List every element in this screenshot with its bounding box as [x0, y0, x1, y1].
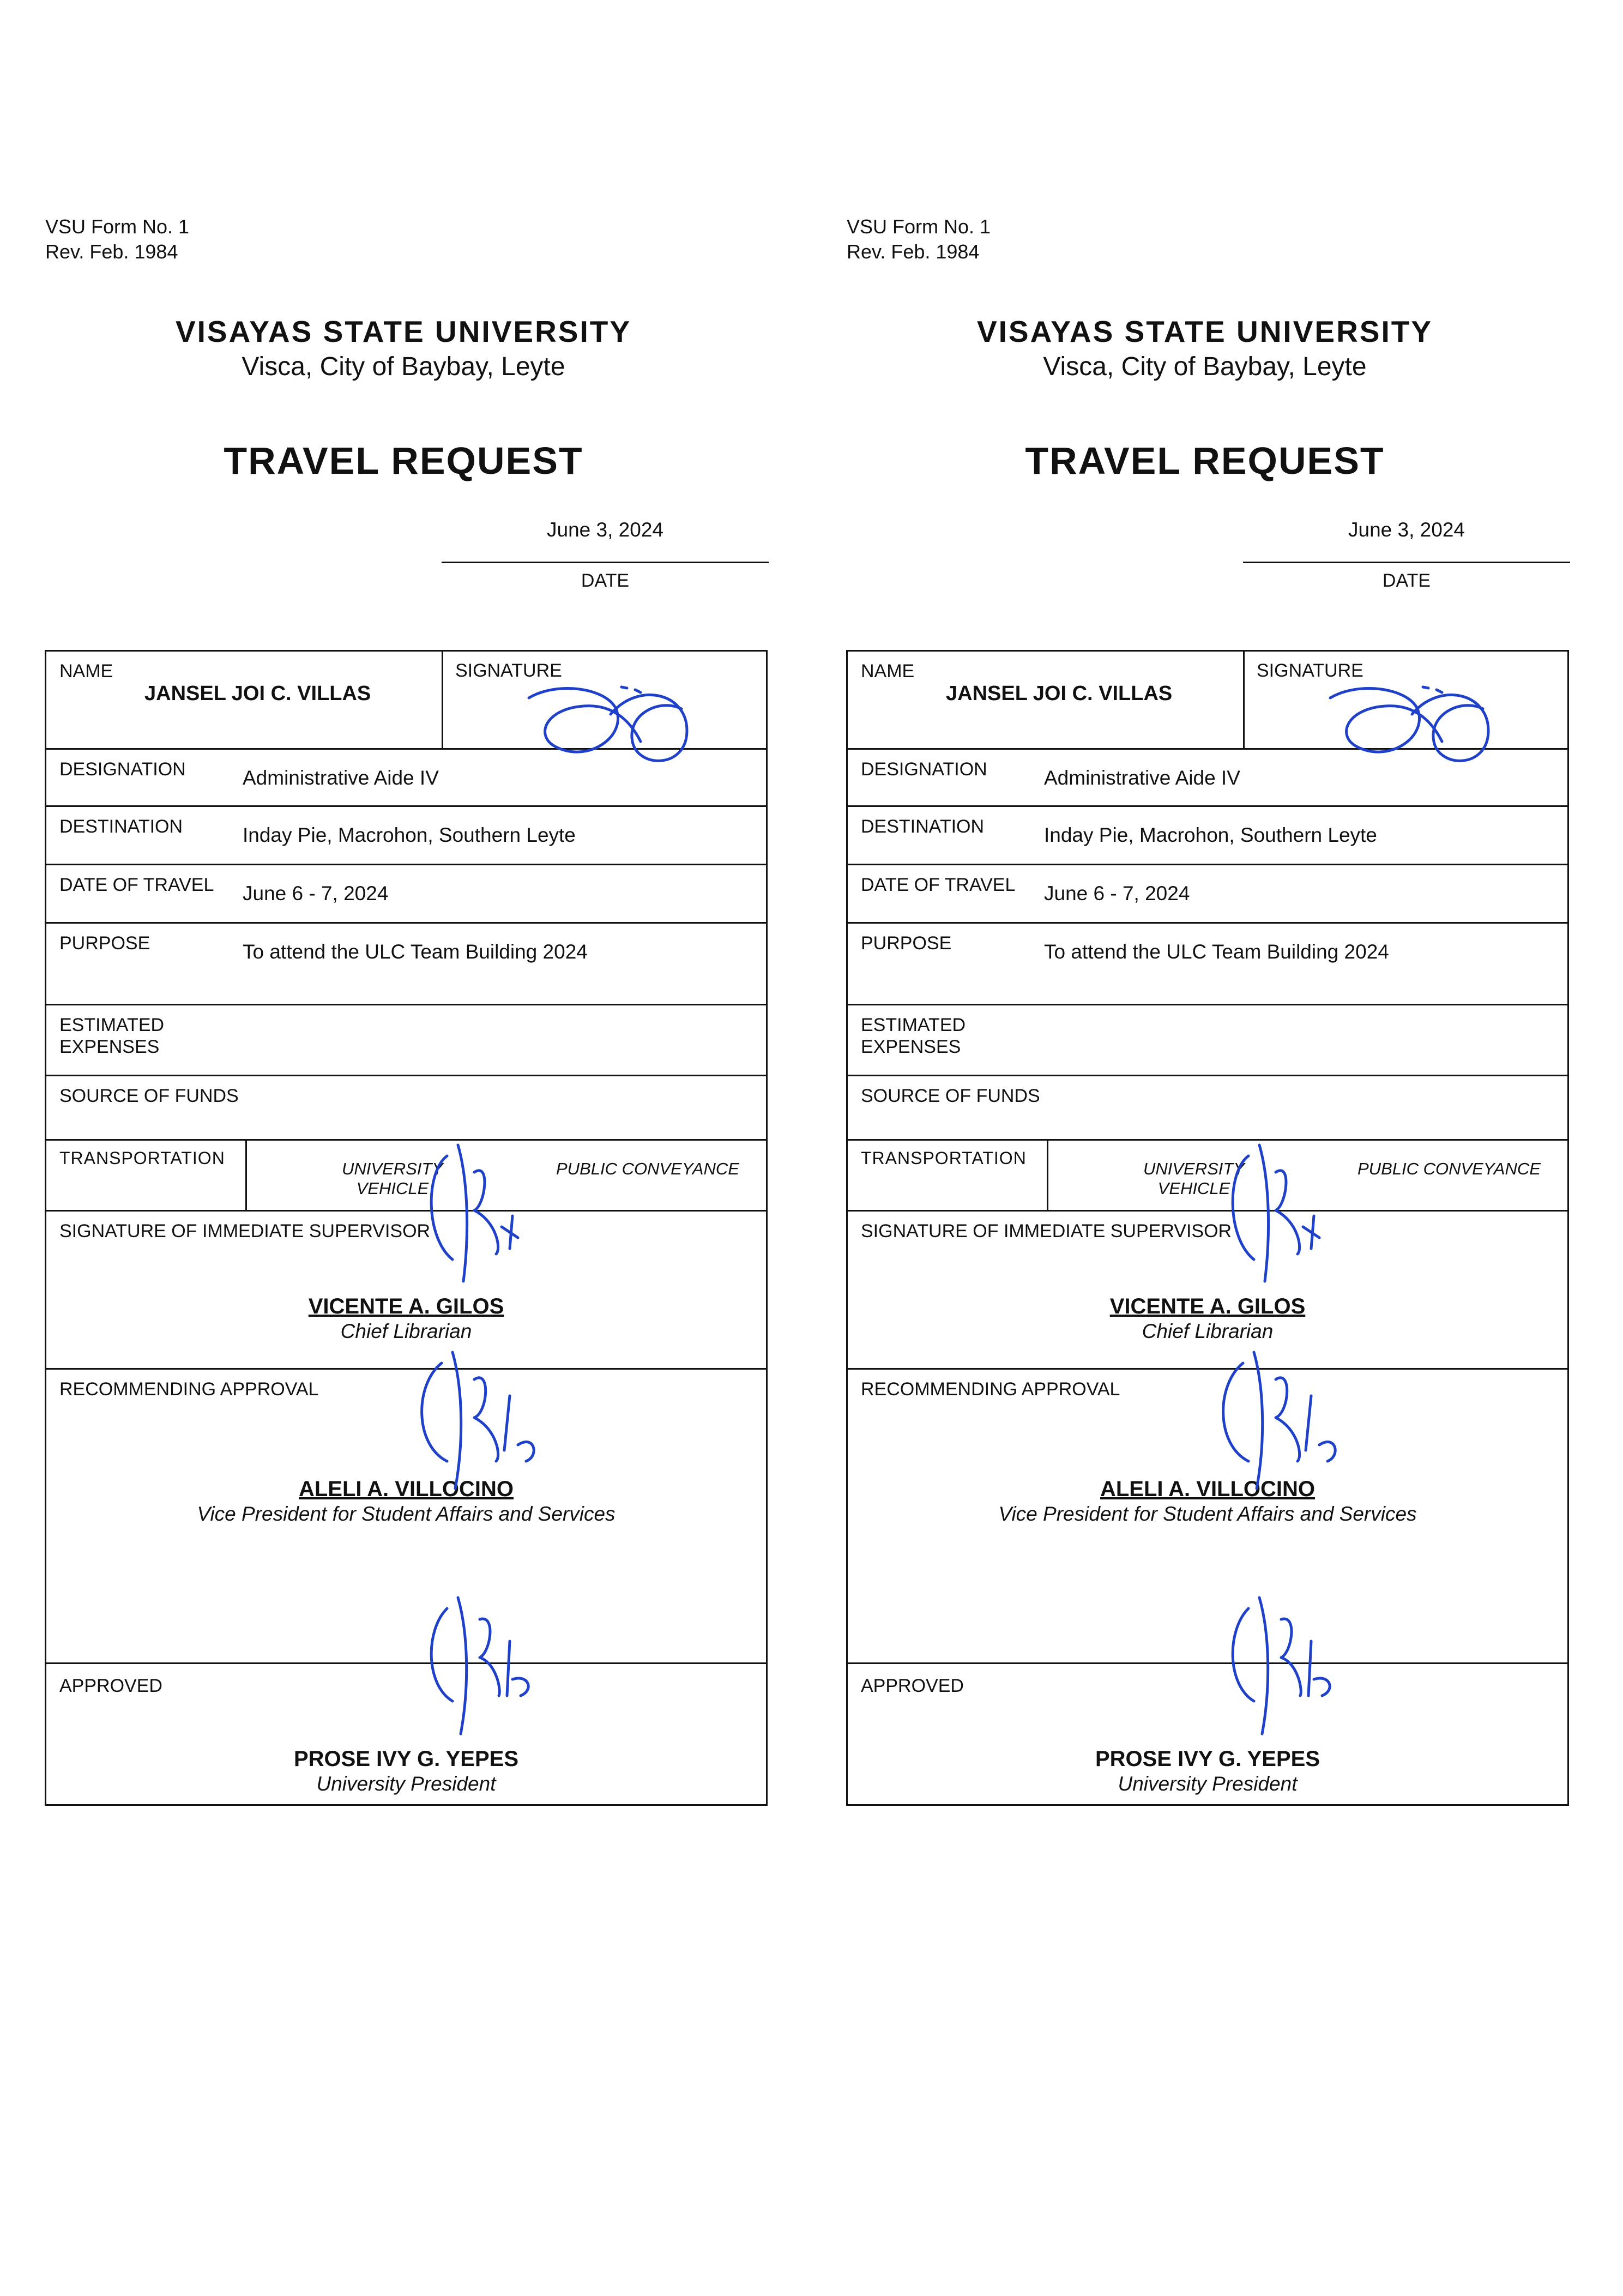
purpose-label: PURPOSE	[59, 933, 150, 954]
row-transportation	[46, 1141, 766, 1212]
destination-label: DESTINATION	[59, 816, 183, 837]
recommending-name: ALELI A. VILLOCINO	[1100, 1477, 1316, 1501]
recommending-title: Vice President for Student Affairs and Services	[998, 1503, 1417, 1525]
supervisor-title: Chief Librarian	[340, 1320, 472, 1342]
transport-option-university-vehicle	[1131, 1159, 1257, 1198]
transportation-divider	[1047, 1141, 1048, 1210]
name-label: NAME	[59, 661, 113, 682]
transportation-divider	[245, 1141, 247, 1210]
approved-label: APPROVED	[59, 1676, 162, 1696]
transportation-label: TRANSPORTATION	[59, 1148, 225, 1168]
row-purpose	[848, 924, 1567, 1005]
date-label: DATE	[1382, 570, 1431, 591]
transportation-label: TRANSPORTATION	[861, 1148, 1027, 1168]
supervisor-label: SIGNATURE OF IMMEDIATE SUPERVISOR	[861, 1221, 1232, 1242]
row-estimated-expenses	[848, 1005, 1567, 1076]
estimated-expenses-label	[861, 1014, 966, 1058]
approved-name: PROSE IVY G. YEPES	[293, 1747, 519, 1771]
destination-value: Inday Pie, Macrohon, Southern Leyte	[243, 824, 576, 846]
approved-block	[46, 1746, 766, 1796]
signature-label: SIGNATURE	[455, 660, 562, 681]
transport-option-public-conveyance: PUBLIC CONVEYANCE	[1357, 1159, 1541, 1178]
transport-option-1a: UNIVERSITY	[1143, 1159, 1245, 1178]
form-revision: Rev. Feb. 1984	[45, 240, 178, 263]
row-name	[46, 652, 766, 750]
university-address: Visca, City of Baybay, Leyte	[1043, 352, 1367, 381]
travel-date-label: DATE OF TRAVEL	[59, 875, 214, 895]
form-number: VSU Form No. 1	[45, 215, 190, 238]
recommending-label: RECOMMENDING APPROVAL	[861, 1379, 1120, 1400]
transport-option-public-conveyance: PUBLIC CONVEYANCE	[556, 1159, 739, 1178]
row-recommending-approval	[46, 1370, 766, 1664]
row-supervisor	[848, 1212, 1567, 1370]
purpose-label: PURPOSE	[861, 933, 952, 954]
transport-option-university-vehicle	[330, 1159, 455, 1198]
designation-label: DESIGNATION	[59, 759, 186, 780]
source-of-funds-label: SOURCE OF FUNDS	[59, 1086, 239, 1106]
row-designation	[848, 750, 1567, 807]
source-of-funds-label: SOURCE OF FUNDS	[861, 1086, 1040, 1106]
supervisor-name: VICENTE A. GILOS	[1109, 1294, 1306, 1318]
row-travel-date	[46, 865, 766, 924]
form-revision: Rev. Feb. 1984	[847, 240, 980, 263]
row-estimated-expenses	[46, 1005, 766, 1076]
approved-block	[848, 1746, 1567, 1796]
travel-date-value: June 6 - 7, 2024	[1044, 882, 1190, 905]
purpose-value: To attend the ULC Team Building 2024	[243, 941, 588, 963]
travel-request-form-left	[44, 0, 774, 1854]
supervisor-name: VICENTE A. GILOS	[308, 1294, 504, 1318]
row-approved	[46, 1664, 766, 1807]
name-label: NAME	[861, 661, 915, 682]
supervisor-label: SIGNATURE OF IMMEDIATE SUPERVISOR	[59, 1221, 431, 1242]
row-destination	[46, 807, 766, 865]
destination-label: DESTINATION	[861, 816, 985, 837]
travel-date-label: DATE OF TRAVEL	[861, 875, 1016, 895]
form-number-block	[45, 214, 189, 264]
date-underline	[1243, 562, 1570, 563]
transport-option-1b: VEHICLE	[356, 1179, 429, 1198]
estimated-label-line2: EXPENSES	[861, 1036, 961, 1057]
row-designation	[46, 750, 766, 807]
row-approved	[848, 1664, 1567, 1807]
recommending-block	[848, 1476, 1567, 1526]
university-name: VISAYAS STATE UNIVERSITY	[175, 315, 632, 348]
name-value: JANSEL JOI C. VILLAS	[144, 682, 371, 705]
row-supervisor	[46, 1212, 766, 1370]
transport-option-1b: VEHICLE	[1157, 1179, 1230, 1198]
supervisor-block	[848, 1293, 1567, 1343]
request-date: June 3, 2024	[1348, 519, 1465, 541]
name-divider	[442, 652, 443, 748]
estimated-label-line2: EXPENSES	[59, 1036, 160, 1057]
recommending-title: Vice President for Student Affairs and Services	[197, 1503, 616, 1525]
transport-option-1a: UNIVERSITY	[341, 1159, 444, 1178]
travel-date-value: June 6 - 7, 2024	[243, 882, 389, 905]
approved-name: PROSE IVY G. YEPES	[1095, 1747, 1320, 1771]
name-divider	[1243, 652, 1245, 748]
document-title: TRAVEL REQUEST	[1025, 439, 1385, 482]
request-date: June 3, 2024	[547, 519, 663, 541]
recommending-label: RECOMMENDING APPROVAL	[59, 1379, 319, 1400]
name-value: JANSEL JOI C. VILLAS	[946, 682, 1173, 705]
estimated-expenses-label	[59, 1014, 164, 1058]
approved-title: University President	[316, 1773, 496, 1795]
destination-value: Inday Pie, Macrohon, Southern Leyte	[1044, 824, 1377, 846]
row-source-of-funds	[848, 1076, 1567, 1141]
recommending-name: ALELI A. VILLOCINO	[298, 1477, 514, 1501]
designation-value: Administrative Aide IV	[243, 767, 439, 789]
signature-label: SIGNATURE	[1257, 660, 1363, 681]
date-underline	[442, 562, 769, 563]
approved-label: APPROVED	[861, 1676, 964, 1696]
supervisor-block	[46, 1293, 766, 1343]
form-number: VSU Form No. 1	[847, 215, 991, 238]
row-name	[848, 652, 1567, 750]
designation-value: Administrative Aide IV	[1044, 767, 1240, 789]
supervisor-title: Chief Librarian	[1142, 1320, 1274, 1342]
request-table	[45, 650, 768, 1806]
document-title: TRAVEL REQUEST	[224, 439, 583, 482]
row-recommending-approval	[848, 1370, 1567, 1664]
form-number-block	[847, 214, 991, 264]
row-purpose	[46, 924, 766, 1005]
row-transportation	[848, 1141, 1567, 1212]
approved-title: University President	[1118, 1773, 1298, 1795]
estimated-label-line1: ESTIMATED	[861, 1015, 966, 1035]
date-label: DATE	[581, 570, 630, 591]
row-source-of-funds	[46, 1076, 766, 1141]
purpose-value: To attend the ULC Team Building 2024	[1044, 941, 1389, 963]
estimated-label-line1: ESTIMATED	[59, 1015, 165, 1035]
designation-label: DESIGNATION	[861, 759, 987, 780]
university-address: Visca, City of Baybay, Leyte	[242, 352, 565, 381]
recommending-block	[46, 1476, 766, 1526]
row-travel-date	[848, 865, 1567, 924]
request-table	[846, 650, 1569, 1806]
travel-request-form-right	[845, 0, 1576, 1854]
university-name: VISAYAS STATE UNIVERSITY	[976, 315, 1433, 348]
row-destination	[848, 807, 1567, 865]
